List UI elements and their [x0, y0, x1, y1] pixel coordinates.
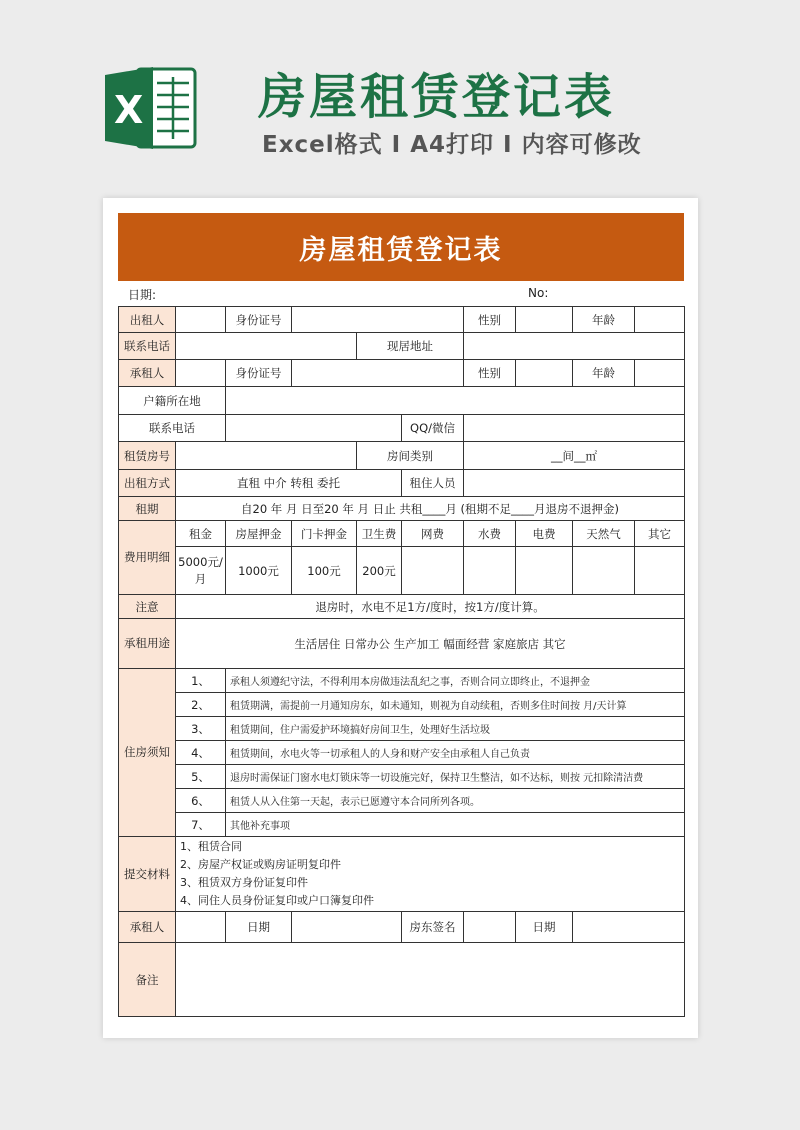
materials-label: 提交材料: [119, 837, 176, 912]
fee-value[interactable]: 200元: [357, 547, 402, 595]
lessor-label: 出租人: [119, 307, 176, 333]
form-banner-title: 房屋租赁登记表: [118, 213, 684, 281]
landlord-date-input[interactable]: [573, 912, 685, 943]
page-title: 房屋租赁登记表: [258, 69, 616, 125]
fee-header: 水费: [464, 521, 516, 547]
fee-header: 电费: [516, 521, 573, 547]
fee-value[interactable]: [402, 547, 464, 595]
form-meta-row: [118, 281, 684, 306]
notice-text: 退房时，水电不足1方/度时，按1方/度计算。: [176, 595, 685, 619]
landlord-date-label: 日期: [516, 912, 573, 943]
co-residents-label: 租住人员: [402, 470, 464, 497]
registration-table: [118, 306, 685, 1017]
remarks-label: 备注: [119, 943, 176, 1017]
usage-options[interactable]: 生活居住 日常办公 生产加工 幅面经营 家庭旅店 其它: [176, 619, 685, 669]
fee-header: 其它: [635, 521, 685, 547]
material-item: 3、租赁双方身份证复印件: [180, 876, 308, 889]
fee-value[interactable]: 100元: [292, 547, 357, 595]
fee-value[interactable]: 5000元/月: [176, 547, 226, 595]
tenant-input[interactable]: [176, 360, 226, 387]
tenant-date-input[interactable]: [292, 912, 402, 943]
fee-header: 天然气: [573, 521, 635, 547]
svg-text:X: X: [114, 88, 144, 132]
rule-number: 5、: [176, 765, 226, 789]
lease-term-text[interactable]: 自20 年 月 日至20 年 月 日止 共租____月 (租期不足____月退房不退押金): [176, 497, 685, 521]
tenant-id-label: 身份证号: [226, 360, 292, 387]
excel-logo-icon: [103, 63, 199, 153]
lessor-phone-label: 联系电话: [119, 333, 176, 360]
rule-number: 4、: [176, 741, 226, 765]
materials-list: [176, 837, 685, 912]
rule-number: 1、: [176, 669, 226, 693]
date-label: 日期:: [128, 288, 157, 302]
qq-wechat-input[interactable]: [464, 415, 685, 442]
notice-label: 注意: [119, 595, 176, 619]
material-item: 1、租赁合同: [180, 840, 242, 853]
lessor-id-input[interactable]: [292, 307, 464, 333]
fees-label: 费用明细: [119, 521, 176, 595]
lessor-gender-label: 性别: [464, 307, 516, 333]
current-address-input[interactable]: [464, 333, 685, 360]
page-subtitle: Excel格式 Ⅰ A4打印 Ⅰ 内容可修改: [262, 132, 642, 158]
rule-number: 7、: [176, 813, 226, 837]
lessor-phone-input[interactable]: [176, 333, 357, 360]
rule-number: 6、: [176, 789, 226, 813]
number-label: No:: [528, 286, 549, 300]
lessor-gender-input[interactable]: [516, 307, 573, 333]
rent-mode-label: 出租方式: [119, 470, 176, 497]
fee-value[interactable]: [516, 547, 573, 595]
fee-value[interactable]: 1000元: [226, 547, 292, 595]
landlord-sign-input[interactable]: [464, 912, 516, 943]
fee-header: 门卡押金: [292, 521, 357, 547]
co-residents-input[interactable]: [464, 470, 685, 497]
remarks-input[interactable]: [176, 943, 685, 1017]
rule-text: 租赁期间，住户需爱护环境搞好房间卫生，处理好生活垃圾: [226, 717, 685, 741]
tenant-gender-input[interactable]: [516, 360, 573, 387]
lessor-age-input[interactable]: [635, 307, 685, 333]
tenant-age-input[interactable]: [635, 360, 685, 387]
qq-wechat-label: QQ/微信: [402, 415, 464, 442]
rule-number: 3、: [176, 717, 226, 741]
tenant-age-label: 年龄: [573, 360, 635, 387]
tenant-gender-label: 性别: [464, 360, 516, 387]
fee-value[interactable]: [573, 547, 635, 595]
current-address-label: 现居地址: [357, 333, 464, 360]
rule-text: 租赁期间，水电火等一切承租人的人身和财产安全由承租人自己负责: [226, 741, 685, 765]
tenant-phone-input[interactable]: [226, 415, 402, 442]
fee-value[interactable]: [464, 547, 516, 595]
room-spec-field[interactable]: __间__㎡: [464, 442, 685, 470]
household-reg-input[interactable]: [226, 387, 685, 415]
rule-text: 租赁期满，需提前一月通知房东，如未通知，则视为自动续租，否则多住时间按 月/天计算: [226, 693, 685, 717]
material-item: 4、同住人员身份证复印或户口簿复印件: [180, 894, 374, 907]
lessor-age-label: 年龄: [573, 307, 635, 333]
rule-number: 2、: [176, 693, 226, 717]
rental-unit-input[interactable]: [176, 442, 357, 470]
rules-label: 住房须知: [119, 669, 176, 837]
lessor-id-label: 身份证号: [226, 307, 292, 333]
tenant-date-label: 日期: [226, 912, 292, 943]
landlord-sign-label: 房东签名: [402, 912, 464, 943]
rent-mode-options[interactable]: 直租 中介 转租 委托: [176, 470, 402, 497]
fee-header: 网费: [402, 521, 464, 547]
room-type-label: 房间类别: [357, 442, 464, 470]
lessor-input[interactable]: [176, 307, 226, 333]
lease-term-label: 租期: [119, 497, 176, 521]
fee-value[interactable]: [635, 547, 685, 595]
rental-unit-label: 租赁房号: [119, 442, 176, 470]
household-reg-label: 户籍所在地: [119, 387, 226, 415]
rule-text[interactable]: 其他补充事项: [226, 813, 685, 837]
rule-text: 退房时需保证门窗水电灯锁床等一切设施完好，保持卫生整洁，如不达标，则按 元扣除清洁费: [226, 765, 685, 789]
tenant-sign-input[interactable]: [176, 912, 226, 943]
tenant-sign-label: 承租人: [119, 912, 176, 943]
usage-label: 承租用途: [119, 619, 176, 669]
fee-header: 房屋押金: [226, 521, 292, 547]
tenant-phone-label: 联系电话: [119, 415, 226, 442]
tenant-id-input[interactable]: [292, 360, 464, 387]
fee-header: 租金: [176, 521, 226, 547]
rule-text: 承租人须遵纪守法，不得利用本房做违法乱纪之事，否则合同立即终止，不退押金: [226, 669, 685, 693]
material-item: 2、房屋产权证或购房证明复印件: [180, 858, 341, 871]
tenant-label: 承租人: [119, 360, 176, 387]
rule-text: 租赁人从入住第一天起，表示已愿遵守本合同所列各项。: [226, 789, 685, 813]
fee-header: 卫生费: [357, 521, 402, 547]
